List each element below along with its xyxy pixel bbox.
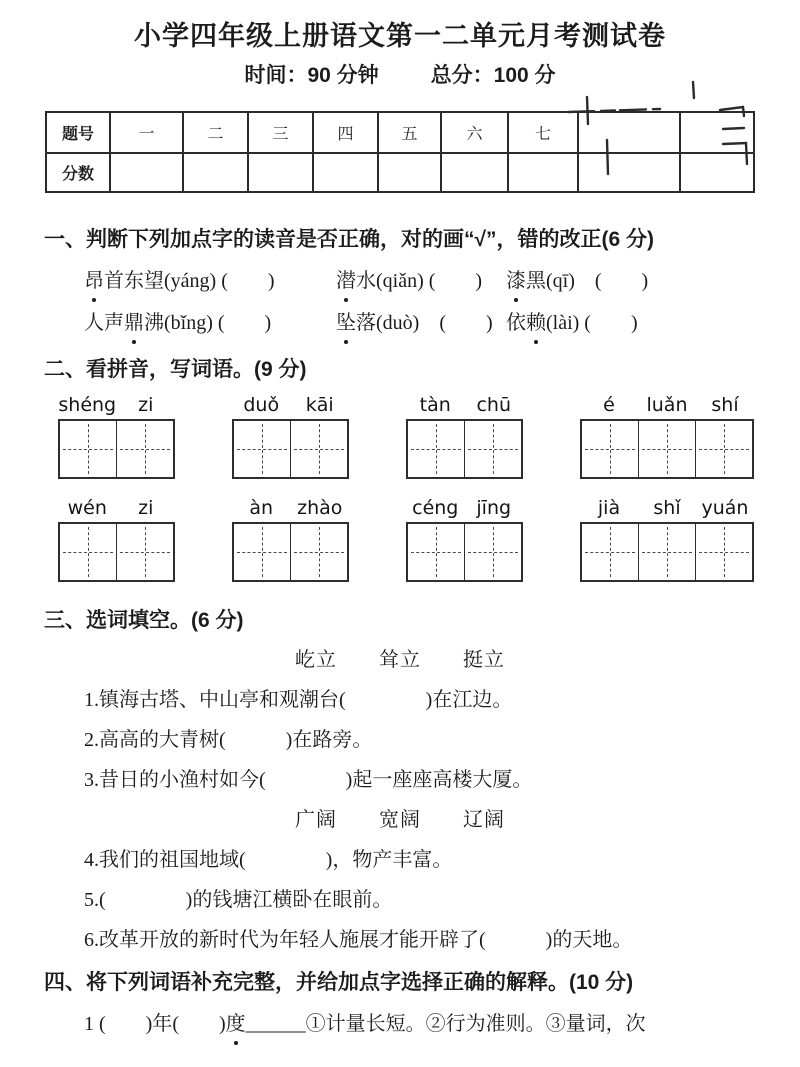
writing-cell: [60, 421, 116, 477]
pinyin-syllable: zi: [138, 496, 154, 519]
total-score-label: 总分：100 分: [430, 63, 556, 87]
pinyin-word-group: [58, 394, 175, 479]
pinyin-syllable: shǐ: [653, 496, 681, 519]
pinyin-syllable: jià: [597, 496, 621, 519]
score-header-cell: 一: [110, 112, 183, 153]
pinyin-grid-row: [44, 394, 756, 479]
pinyin-syllable: yuán: [701, 496, 749, 519]
score-row-label: 分数: [46, 153, 110, 192]
pronunciation-row: [44, 307, 756, 339]
score-header-cell: 五: [378, 112, 441, 153]
section-3-heading: 三、选词填空。(6 分): [44, 608, 244, 632]
pinyin-syllable: shéng: [58, 393, 117, 416]
score-header-cell: 二: [183, 112, 248, 153]
writing-cell: [290, 524, 347, 580]
pronunciation-item: 人声鼎沸(bǐng) ( ): [84, 307, 336, 339]
pinyin-syllable: tàn: [419, 393, 451, 416]
pinyin-syllable: zi: [138, 393, 154, 416]
fill-blank-item: 6.改革开放的新时代为年轻人施展才能开辟了( )的天地。: [84, 929, 633, 952]
pronunciation-item: 潜水(qiǎn) ( ): [336, 265, 506, 297]
score-value-cell: [378, 153, 441, 192]
score-value-cell: [680, 153, 754, 192]
page-title: 小学四年级上册语文第一二单元月考测试卷: [134, 21, 666, 51]
fill-blank-item: 1.镇海古塔、中山亭和观潮台( )在江边。: [84, 689, 513, 712]
score-value-cell: [578, 153, 680, 192]
fill-blank-item: 3.昔日的小渔村如今( )起一座座高楼大厦。: [84, 769, 533, 792]
pinyin-syllable: àn: [249, 496, 274, 519]
pinyin-word-group: [58, 497, 175, 582]
pinyin-word-group: [406, 394, 523, 479]
pronunciation-item: 昂首东望(yáng) ( ): [84, 265, 336, 297]
writing-cell: [582, 421, 638, 477]
score-value-cell: [248, 153, 313, 192]
exam-meta: [0, 62, 800, 89]
pinyin-syllable: duǒ: [243, 393, 280, 416]
pinyin-syllable: céng: [412, 496, 459, 519]
pronunciation-item: 依赖(lài) ( ): [506, 307, 756, 339]
pinyin-syllable: chū: [476, 393, 512, 416]
pinyin-syllable: zhào: [297, 496, 343, 519]
pinyin-word-group: [580, 394, 754, 479]
pinyin-word-group: [406, 497, 523, 582]
pinyin-syllable: é: [603, 393, 615, 416]
writing-cell: [582, 524, 638, 580]
pinyin-word-group: [580, 497, 754, 582]
fill-blank-item: 5.( )的钱塘江横卧在眼前。: [84, 889, 393, 912]
pronunciation-item: 坠落(duò) ( ): [336, 307, 506, 339]
section-2-heading: 二、看拼音，写词语。(9 分): [44, 358, 307, 382]
pronunciation-item: 漆黑(qī) ( ): [506, 265, 756, 297]
score-value-cell: [508, 153, 578, 192]
pronunciation-row: [44, 265, 756, 297]
writing-cell: [638, 524, 695, 580]
score-header-cell: 六: [441, 112, 508, 153]
pinyin-syllable: luǎn: [646, 393, 688, 416]
score-table-value-row: [46, 153, 754, 192]
section-4-heading: 四、将下列词语补充完整，并给加点字选择正确的解释。(10 分): [44, 971, 634, 995]
pinyin-syllable: shí: [711, 393, 739, 416]
score-value-cell: [110, 153, 183, 192]
score-header-cell: 题号: [46, 112, 110, 153]
fill-blank-item: 4.我们的祖国地域( )，物产丰富。: [84, 849, 453, 872]
writing-cell: [116, 524, 173, 580]
writing-cell: [638, 421, 695, 477]
pinyin-syllable: jīng: [476, 496, 512, 519]
score-value-cell: [441, 153, 508, 192]
word-completion-item: 1 ( )年( )度______①计量长短。②行为准则。③量词，次: [44, 1008, 756, 1040]
section-1-heading: 一、判断下列加点字的读音是否正确，对的画“√”，错的改正(6 分): [44, 228, 655, 252]
score-header-cell: [680, 112, 754, 153]
pinyin-word-group: [232, 394, 349, 479]
writing-cell: [695, 524, 752, 580]
score-header-cell: 四: [313, 112, 378, 153]
writing-cell: [234, 524, 290, 580]
pinyin-word-group: [232, 497, 349, 582]
pinyin-syllable: wén: [67, 496, 107, 519]
writing-cell: [116, 421, 173, 477]
pinyin-grid-row: [44, 497, 756, 582]
score-table: [45, 111, 755, 193]
fill-blank-item: 2.高高的大青树( )在路旁。: [84, 729, 373, 752]
score-value-cell: [183, 153, 248, 192]
time-label: 时间：90 分钟: [244, 63, 379, 87]
writing-cell: [464, 524, 521, 580]
writing-cell: [234, 421, 290, 477]
writing-cell: [408, 421, 464, 477]
score-header-cell: 三: [248, 112, 313, 153]
score-header-cell: [578, 112, 680, 153]
writing-cell: [464, 421, 521, 477]
score-table-header-row: [46, 112, 754, 153]
writing-cell: [695, 421, 752, 477]
word-bank: 广阔 宽阔 辽阔: [295, 809, 505, 832]
writing-cell: [290, 421, 347, 477]
score-header-cell: 七: [508, 112, 578, 153]
writing-cell: [60, 524, 116, 580]
writing-cell: [408, 524, 464, 580]
word-bank: 屹立 耸立 挺立: [295, 649, 505, 672]
pinyin-syllable: kāi: [305, 393, 334, 416]
score-value-cell: [313, 153, 378, 192]
